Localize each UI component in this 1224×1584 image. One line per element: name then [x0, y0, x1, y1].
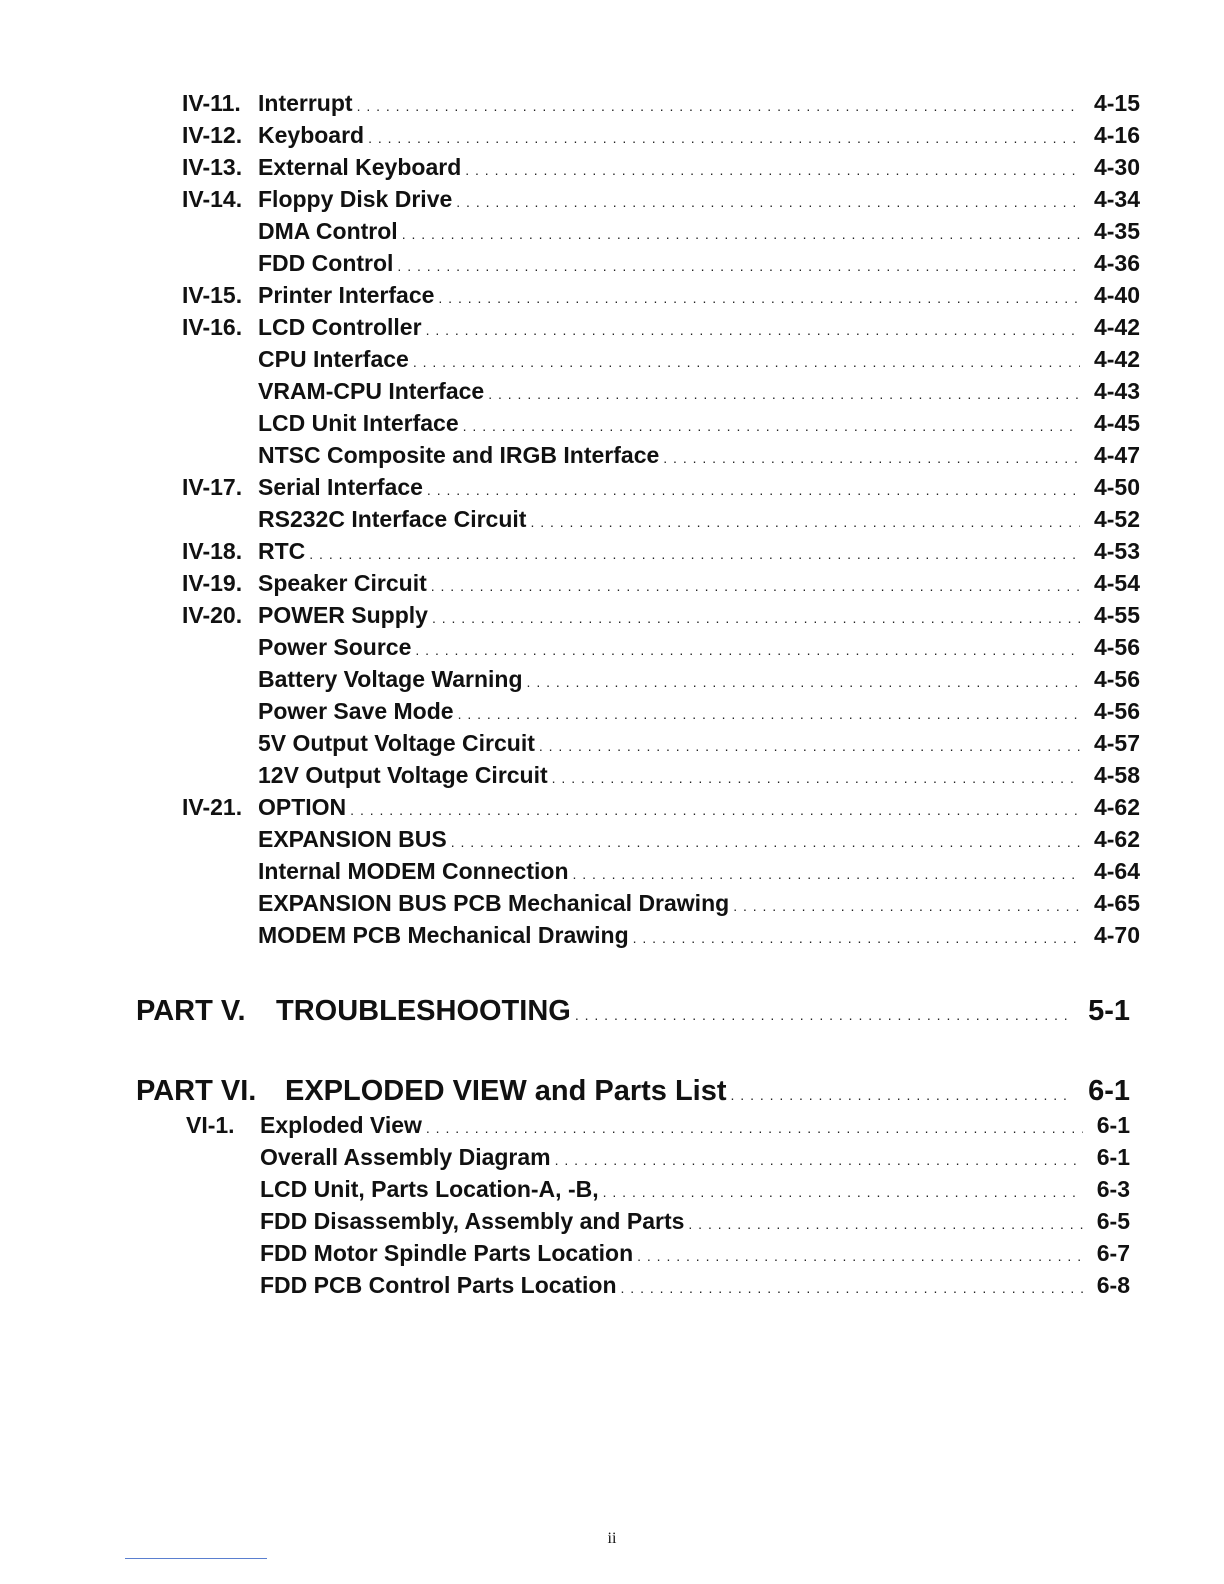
toc-entry [182, 858, 1140, 890]
page-reference: 4-36 [1093, 250, 1140, 276]
entry-title: NTSC Composite and IRGB Interface [258, 442, 660, 468]
page-reference: 4-15 [1093, 90, 1140, 116]
section-number: IV-20. [182, 602, 243, 628]
section-number: VI-1. [186, 1112, 235, 1138]
dot-leader [438, 290, 1080, 306]
page-reference: 4-53 [1093, 538, 1140, 564]
page-reference: 4-42 [1093, 346, 1140, 372]
page-reference: 4-62 [1093, 794, 1140, 820]
toc-entry [182, 314, 1140, 346]
dot-leader [488, 386, 1080, 402]
dot-leader [451, 834, 1080, 850]
toc-entry [182, 666, 1140, 698]
section-number: IV-19. [182, 570, 243, 596]
entry-title: LCD Controller [258, 314, 422, 340]
toc-entry [186, 1176, 1130, 1208]
entry-title: LCD Unit, Parts Location-A, -B, [260, 1176, 599, 1202]
dot-leader [733, 898, 1080, 914]
toc-entry [182, 602, 1140, 634]
entry-title: Exploded View [260, 1112, 422, 1138]
dot-leader [573, 866, 1080, 882]
entry-title: FDD Disassembly, Assembly and Parts [260, 1208, 685, 1234]
dot-leader [350, 802, 1080, 818]
toc-entry [182, 890, 1140, 922]
entry-title: OPTION [258, 794, 347, 820]
toc-part-heading [136, 1075, 1130, 1115]
section-number: IV-11. [182, 90, 241, 116]
page-reference: 4-56 [1093, 698, 1140, 724]
toc-entry [182, 346, 1140, 378]
page-reference: 6-8 [1096, 1272, 1130, 1298]
dot-leader [456, 194, 1080, 210]
toc-entry [182, 634, 1140, 666]
section-number: IV-21. [182, 794, 243, 820]
entry-title: EXPANSION BUS [258, 826, 447, 852]
dot-leader [402, 226, 1080, 242]
page-reference: 4-58 [1093, 762, 1140, 788]
dot-leader [575, 1007, 1074, 1023]
dot-leader [415, 642, 1080, 658]
page-reference: 4-35 [1093, 218, 1140, 244]
entry-title: LCD Unit Interface [258, 410, 459, 436]
entry-title: EXPANSION BUS PCB Mechanical Drawing [258, 890, 730, 916]
section-number: IV-12. [182, 122, 243, 148]
dot-leader [555, 1152, 1083, 1168]
toc-entry [186, 1144, 1130, 1176]
toc-entry [182, 122, 1140, 154]
part-label: PART V. [136, 995, 246, 1027]
dot-leader [431, 578, 1080, 594]
toc-entry [182, 282, 1140, 314]
dot-leader [432, 610, 1080, 626]
dot-leader [663, 450, 1080, 466]
entry-title: 12V Output Voltage Circuit [258, 762, 548, 788]
toc-entry [182, 730, 1140, 762]
dot-leader [427, 482, 1080, 498]
entry-title: EXPLODED VIEW and Parts List [285, 1075, 727, 1107]
toc-entry [182, 378, 1140, 410]
page-reference: 4-52 [1093, 506, 1140, 532]
page-reference: 4-65 [1093, 890, 1140, 916]
page-reference: 4-64 [1093, 858, 1140, 884]
entry-title: Power Source [258, 634, 412, 660]
entry-title: TROUBLESHOOTING [276, 995, 571, 1027]
page-number: ii [607, 1530, 617, 1547]
section-number: IV-16. [182, 314, 243, 340]
toc-entry [182, 922, 1140, 954]
entry-title: FDD PCB Control Parts Location [260, 1272, 617, 1298]
entry-title: FDD Control [258, 250, 394, 276]
toc-part-heading [136, 995, 1130, 1035]
entry-title: Overall Assembly Diagram [260, 1144, 551, 1170]
dot-leader [426, 322, 1080, 338]
entry-title: Serial Interface [258, 474, 423, 500]
section-number: IV-15. [182, 282, 243, 308]
entry-title: DMA Control [258, 218, 398, 244]
dot-leader [637, 1248, 1083, 1264]
page-reference: 4-45 [1093, 410, 1140, 436]
entry-title: VRAM-CPU Interface [258, 378, 485, 404]
page-reference: 4-47 [1093, 442, 1140, 468]
dot-leader [413, 354, 1080, 370]
page-reference: 6-1 [1088, 1075, 1130, 1107]
section-number: IV-17. [182, 474, 243, 500]
page-reference: 4-56 [1093, 634, 1140, 660]
page-reference: 4-40 [1093, 282, 1140, 308]
toc-entry [182, 410, 1140, 442]
dot-leader [368, 130, 1080, 146]
toc-entry [182, 826, 1140, 858]
dot-leader [621, 1280, 1083, 1296]
toc-entry [182, 570, 1140, 602]
entry-title: Internal MODEM Connection [258, 858, 569, 884]
page-reference: 4-56 [1093, 666, 1140, 692]
entry-title: FDD Motor Spindle Parts Location [260, 1240, 634, 1266]
dot-leader [309, 546, 1080, 562]
section-number: IV-14. [182, 186, 243, 212]
toc-entry [182, 794, 1140, 826]
dot-leader [458, 706, 1080, 722]
section-number: IV-13. [182, 154, 243, 180]
dot-leader [688, 1216, 1082, 1232]
dot-leader [603, 1184, 1083, 1200]
entry-title: Keyboard [258, 122, 365, 148]
page-reference: 4-42 [1093, 314, 1140, 340]
entry-title: Printer Interface [258, 282, 435, 308]
page-reference: 5-1 [1088, 995, 1130, 1027]
page-reference: 4-54 [1093, 570, 1140, 596]
section-number: IV-18. [182, 538, 243, 564]
toc-entry [182, 538, 1140, 570]
entry-title: Speaker Circuit [258, 570, 427, 596]
dot-leader [397, 258, 1080, 274]
page-reference: 4-62 [1093, 826, 1140, 852]
dot-leader [357, 98, 1080, 114]
toc-entry [186, 1240, 1130, 1272]
dot-leader [465, 162, 1080, 178]
dot-leader [731, 1087, 1075, 1103]
dot-leader [539, 738, 1080, 754]
dot-leader [552, 770, 1080, 786]
page-reference: 4-16 [1093, 122, 1140, 148]
toc-entry [182, 698, 1140, 730]
part-label: PART VI. [136, 1075, 257, 1107]
toc-entry [186, 1208, 1130, 1240]
entry-title: 5V Output Voltage Circuit [258, 730, 535, 756]
entry-title: Floppy Disk Drive [258, 186, 453, 212]
page-reference: 4-50 [1093, 474, 1140, 500]
entry-title: Interrupt [258, 90, 353, 116]
toc-entry [182, 762, 1140, 794]
page-reference: 6-1 [1096, 1144, 1130, 1170]
entry-title: CPU Interface [258, 346, 409, 372]
entry-title: External Keyboard [258, 154, 462, 180]
entry-title: RTC [258, 538, 306, 564]
entry-title: POWER Supply [258, 602, 428, 628]
page-reference: 6-7 [1096, 1240, 1130, 1266]
dot-leader [633, 930, 1080, 946]
page-reference: 4-30 [1093, 154, 1140, 180]
toc-entry [182, 506, 1140, 538]
dot-leader [463, 418, 1080, 434]
toc-entry [182, 186, 1140, 218]
toc-entry [182, 218, 1140, 250]
page-reference: 4-55 [1093, 602, 1140, 628]
toc-entry [182, 250, 1140, 282]
page-reference: 4-70 [1093, 922, 1140, 948]
page-reference: 6-5 [1096, 1208, 1130, 1234]
dot-leader [426, 1120, 1083, 1136]
toc-entry [186, 1272, 1130, 1304]
page-reference: 4-34 [1093, 186, 1140, 212]
dot-leader [527, 674, 1080, 690]
entry-title: Battery Voltage Warning [258, 666, 523, 692]
footer-rule [125, 1558, 267, 1559]
page-reference: 6-3 [1096, 1176, 1130, 1202]
toc-entry [182, 90, 1140, 122]
dot-leader [530, 514, 1080, 530]
entry-title: MODEM PCB Mechanical Drawing [258, 922, 629, 948]
toc-entry [182, 442, 1140, 474]
toc-entry [182, 154, 1140, 186]
entry-title: Power Save Mode [258, 698, 454, 724]
toc-entry [182, 474, 1140, 506]
toc-entry [186, 1112, 1130, 1144]
page-reference: 4-57 [1093, 730, 1140, 756]
entry-title: RS232C Interface Circuit [258, 506, 527, 532]
page-reference: 6-1 [1096, 1112, 1130, 1138]
page-reference: 4-43 [1093, 378, 1140, 404]
